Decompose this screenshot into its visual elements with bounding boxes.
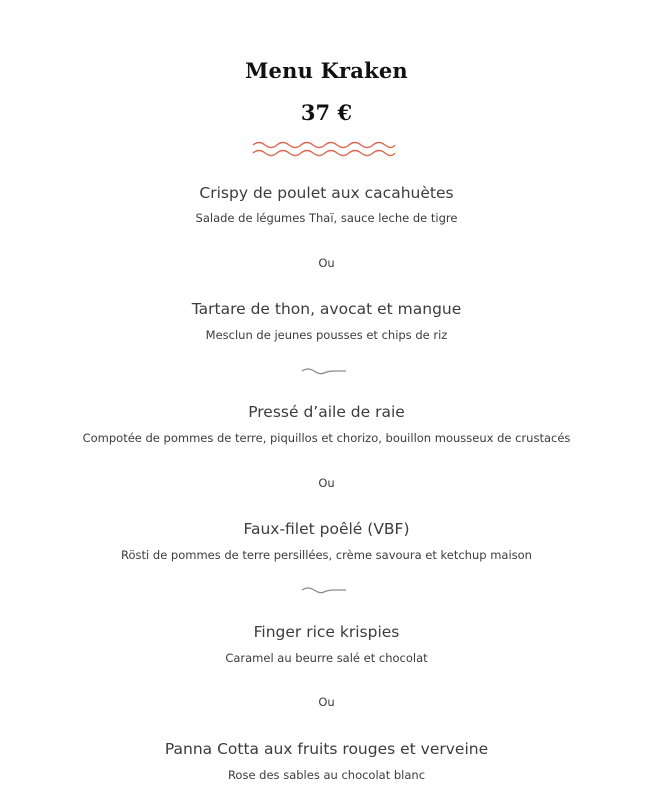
starter-1-name: Crispy de poulet aux cacahuètes — [199, 184, 454, 202]
starter-2-description: Mesclun de jeunes pousses et chips de riz — [205, 328, 448, 342]
main-2-name: Faux-filet poêlé (VBF) — [243, 520, 410, 538]
dessert-1-name: Finger rice krispies — [253, 623, 400, 641]
dessert-2-name: Panna Cotta aux fruits rouges et verveine — [164, 740, 489, 758]
main-1-name: Pressé d’aile de raie — [248, 403, 405, 421]
or-label: Ou — [318, 256, 335, 270]
main-1-description: Compotée de pommes de terre, piquillos et chorizo, bouillon mousseux de crustacés — [82, 431, 571, 445]
dessert-1-description: Caramel au beurre salé et chocolat — [225, 651, 428, 665]
double-wave-divider-icon — [252, 139, 396, 159]
dessert-2-description: Rose des sables au chocolat blanc — [227, 768, 426, 782]
starter-2-name: Tartare de thon, avocat et mangue — [191, 300, 462, 318]
starter-1-description: Salade de légumes Thaï, sauce leche de tigre — [195, 211, 458, 225]
or-label: Ou — [318, 476, 335, 490]
wave-divider-icon — [301, 367, 347, 377]
main-2-description: Rösti de pommes de terre persillées, crème savoura et ketchup maison — [121, 548, 532, 562]
menu-title: Menu Kraken — [245, 58, 408, 83]
or-label: Ou — [318, 695, 335, 709]
menu-price: 37 € — [300, 100, 353, 125]
wave-divider-icon — [301, 586, 347, 596]
